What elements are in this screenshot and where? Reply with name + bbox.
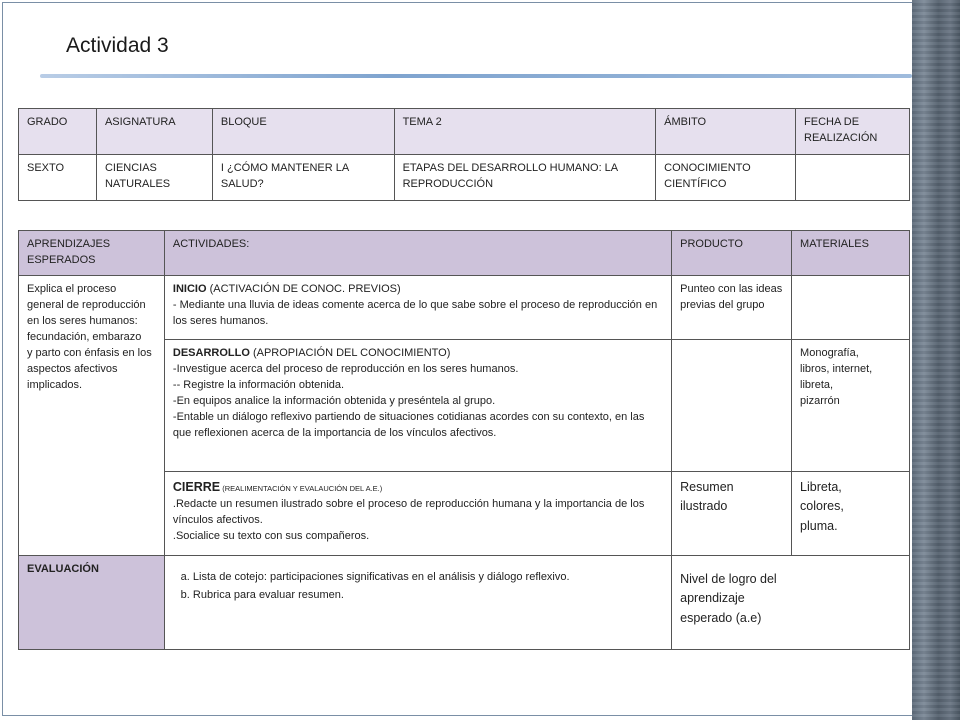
value-fecha (796, 155, 910, 201)
value-bloque: I ¿CÓMO MANTENER LA SALUD? (212, 155, 394, 201)
header-asignatura: ASIGNATURA (96, 109, 212, 155)
inicio-heading: INICIO (172, 282, 207, 295)
value-asignatura: CIENCIAS NATURALES (96, 155, 212, 201)
value-ambito: CONOCIMIENTO CIENTÍFICO (656, 155, 796, 201)
value-tema: ETAPAS DEL DESARROLLO HUMANO: LA REPRODUCCIÓN (394, 155, 656, 201)
evaluacion-list (173, 570, 663, 604)
evaluacion-label: EVALUACIÓN (19, 555, 165, 649)
header-ambito: ÁMBITO (656, 109, 796, 155)
cierre-text: .Redacte un resumen ilustrado sobre el proceso de reproducción humana y la importancia de los vínculos afectivos. .Socialice su texto con sus compañeros. (172, 497, 645, 542)
desarrollo-subtitle: (APROPIACIÓN DEL CONOCIMIENTO) (249, 346, 451, 359)
evaluacion-item: b. Rubrica para evaluar resumen. (193, 588, 663, 604)
evaluacion-producto-text: Nivel de logro del aprendizaje esperado (a.e) (680, 571, 777, 625)
inicio-producto: Punteo con las ideas previas del grupo (672, 275, 792, 339)
inicio-activity (164, 275, 671, 339)
desarrollo-producto (672, 339, 792, 471)
inicio-subtitle: (ACTIVACIÓN DE CONOC. PREVIOS) (206, 282, 401, 295)
evaluacion-item: a. Lista de cotejo: participaciones significativas en el análisis y diálogo reflexivo. (193, 570, 663, 586)
header-actividades: ACTIVIDADES: (164, 231, 671, 276)
desarrollo-text: -Investigue acerca del proceso de reproducción en los seres humanos. -- Registre la información obtenida. -En equipos analice la información obtenida y preséntela al grupo. -Entable un diálogo reflexivo partiendo de situaciones cotidianas acordes con su contexto, en las que reflexionen acerca de la importancia de los vínculos afectivos. (172, 362, 645, 439)
cierre-producto: Resumen ilustrado (672, 471, 792, 555)
cierre-materiales: Libreta, colores, pluma. (792, 471, 910, 555)
header-aprendizajes: APRENDIZAJES ESPERADOS (19, 231, 165, 276)
evaluacion-producto (672, 555, 910, 649)
inicio-text: - Mediante una lluvia de ideas comente acerca de lo que sabe sobre el proceso de reproducción en los seres humanos. (172, 298, 658, 327)
header-bloque: BLOQUE (212, 109, 394, 155)
header-fecha: FECHA DE REALIZACIÓN (796, 109, 910, 155)
desarrollo-heading: DESARROLLO (172, 346, 250, 359)
evaluacion-row (19, 555, 910, 649)
info-table (18, 108, 910, 201)
header-materiales: MATERIALES (792, 231, 910, 276)
header-tema: TEMA 2 (394, 109, 656, 155)
activity-header-row (19, 231, 910, 276)
info-value-row (19, 155, 910, 201)
cierre-subtitle: (REALIMENTACIÓN Y EVALAUCIÓN DEL A.E.) (220, 483, 383, 493)
evaluacion-criteria (164, 555, 671, 649)
value-grado: SEXTO (19, 155, 97, 201)
aprendizajes-esperados: Explica el proceso general de reproducción en los seres humanos: fecundación, embarazo y parto con énfasis en los aspectos afectivos implicados. (19, 275, 165, 555)
cierre-activity (164, 471, 671, 555)
cierre-heading: CIERRE (172, 479, 221, 494)
desarrollo-activity (164, 339, 671, 471)
decorative-side-strip (912, 0, 960, 720)
header-grado: GRADO (19, 109, 97, 155)
title-underline (40, 74, 912, 78)
page-title: Actividad 3 (66, 34, 169, 57)
desarrollo-materiales: Monografía, libros, internet, libreta, pizarrón (792, 339, 910, 471)
info-header-row (19, 109, 910, 155)
inicio-row (19, 275, 910, 339)
activity-table (18, 230, 910, 650)
header-producto: PRODUCTO (672, 231, 792, 276)
inicio-materiales (792, 275, 910, 339)
